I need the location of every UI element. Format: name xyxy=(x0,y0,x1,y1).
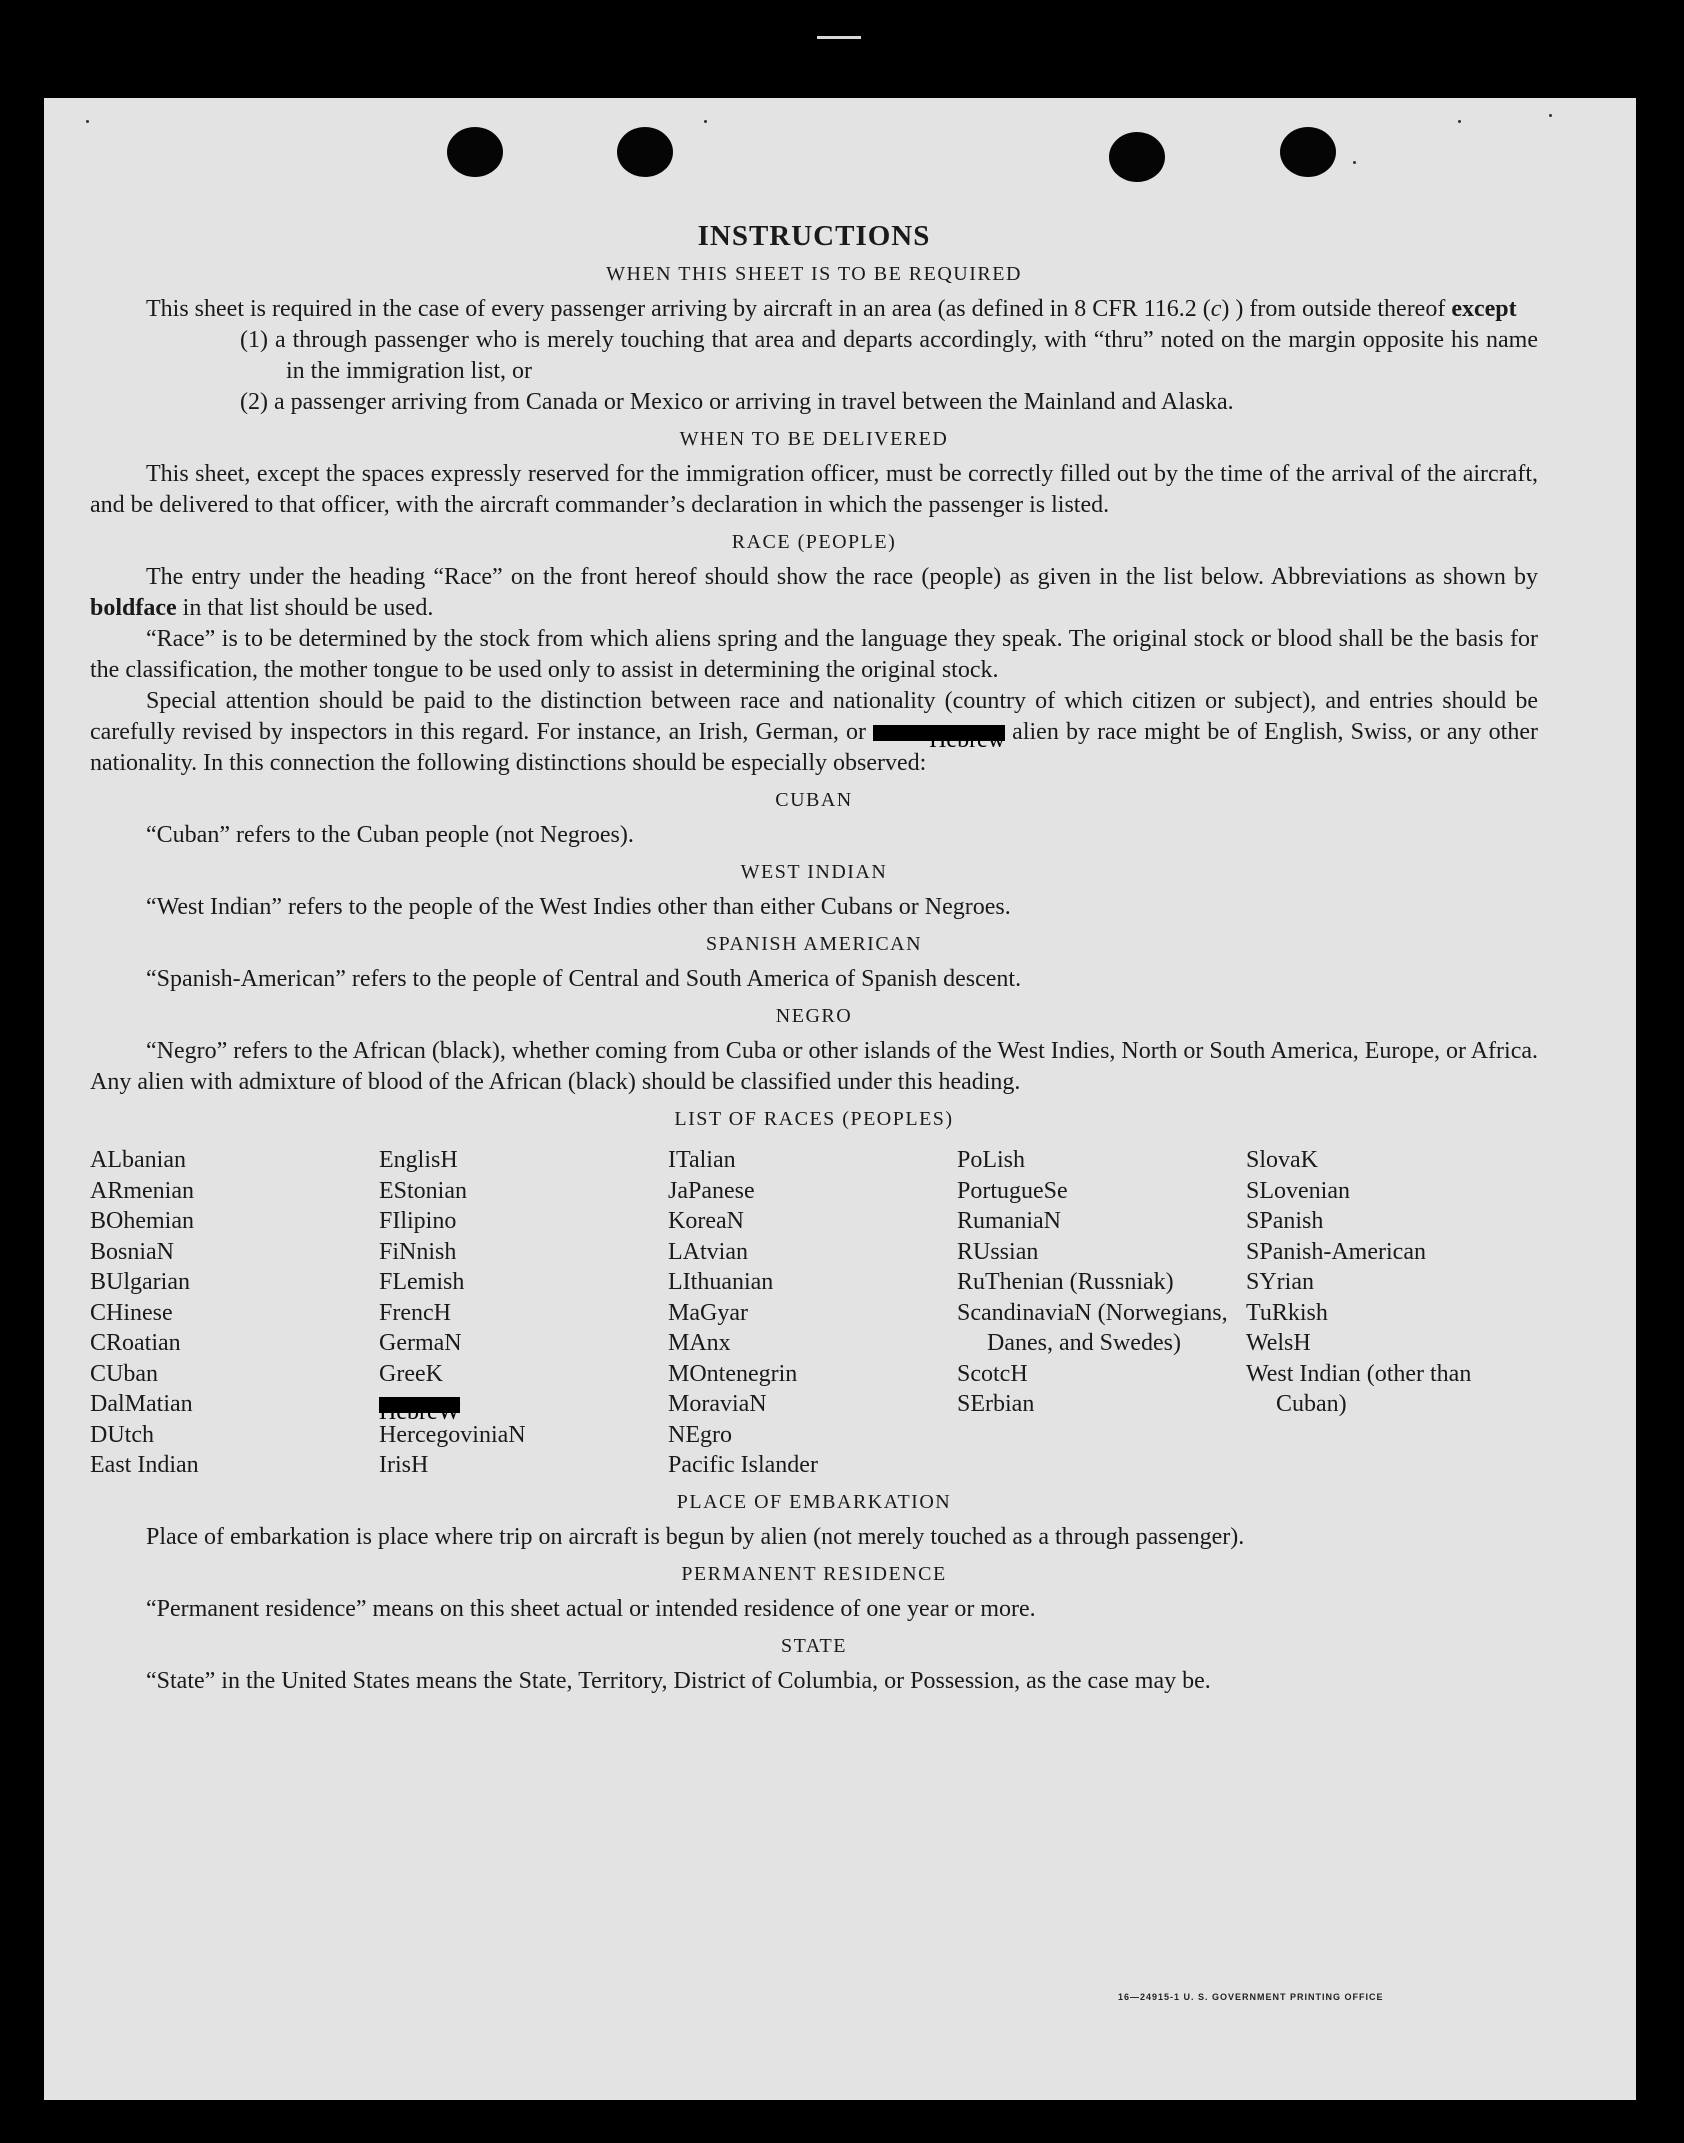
race-entry: SLovenian xyxy=(1246,1177,1350,1204)
race-entry xyxy=(379,1389,668,1426)
race-entry: SPanish xyxy=(1246,1208,1324,1234)
text: c xyxy=(1210,296,1222,322)
struck-out-word: Hebrew xyxy=(873,725,1005,741)
exception-item-2: (2) a passenger arriving from Canada or Mexico or arriving in travel between the Mainland and Alaska. xyxy=(240,389,1234,415)
section-heading-delivered: WHEN TO BE DELIVERED xyxy=(679,428,949,450)
race-entry: KoreaN xyxy=(668,1208,744,1234)
race-entry: ARmenian xyxy=(90,1177,194,1204)
race-entry: MAnx xyxy=(668,1330,731,1356)
race-entry: Pacific Islander xyxy=(668,1452,818,1478)
section-heading-spanish-american: SPANISH AMERICAN xyxy=(705,933,923,955)
races-column-1 xyxy=(90,1145,379,1481)
top-edge-mark xyxy=(817,36,861,39)
race-entry: GreeK xyxy=(379,1360,443,1387)
race-entry: IrisH xyxy=(379,1452,429,1478)
races-list xyxy=(90,1145,1538,1481)
race-entry: MOntenegrin xyxy=(668,1360,798,1387)
race-entry: PoLish xyxy=(957,1147,1026,1173)
race-entry: BUlgarian xyxy=(90,1269,190,1295)
race-entry: NEgro xyxy=(668,1421,732,1448)
race-entry: RuThenian (Russniak) xyxy=(957,1269,1174,1295)
race-entry: East Indian xyxy=(90,1452,199,1478)
struck-out-race: HebreW xyxy=(379,1399,461,1426)
section-heading-required: WHEN THIS SHEET IS TO BE REQUIRED xyxy=(606,263,1022,285)
section-heading-race: RACE (PEOPLE) xyxy=(731,531,897,553)
section-heading-residence: PERMANENT RESIDENCE xyxy=(681,1562,947,1585)
bold-text: boldface xyxy=(90,595,177,621)
race-entry: DUtch xyxy=(90,1421,154,1448)
speck xyxy=(1353,161,1356,164)
race-entry: MoraviaN xyxy=(668,1391,767,1417)
race-entry: FLemish xyxy=(379,1269,465,1295)
race-entry: ITalian xyxy=(668,1147,736,1173)
race-entry: DalMatian xyxy=(90,1391,193,1417)
punch-hole-2 xyxy=(617,127,673,177)
section-heading-west-indian: WEST INDIAN xyxy=(740,861,888,883)
punch-hole-4 xyxy=(1280,127,1336,177)
race-entry: HercegoviniaN xyxy=(379,1421,526,1448)
race-entry: WelsH xyxy=(1246,1330,1311,1356)
instructions-content xyxy=(90,220,1538,1697)
paragraph-delivered: This sheet, except the spaces expressly reserved for the immigration officer, must be correctly filled out by the time of the arrival of the aircraft, and be delivered to that officer, with the aircraft commander’s declaration in which the passenger is listed. xyxy=(90,461,1538,518)
race-entry: FrencH xyxy=(379,1299,451,1326)
paragraph-west-indian: “West Indian” refers to the people of the West Indies other than either Cubans or Negroes. xyxy=(146,894,1011,920)
paragraph-cuban: “Cuban” refers to the Cuban people (not Negroes). xyxy=(146,822,634,848)
race-entry: ALbanian xyxy=(90,1147,186,1173)
race-entry: JaPanese xyxy=(668,1177,755,1204)
text: in that list should be used. xyxy=(176,595,434,621)
race-entry: MaGyar xyxy=(668,1299,748,1326)
race-entry: EStonian xyxy=(379,1177,467,1204)
race-entry: CHinese xyxy=(90,1299,173,1326)
bold-text: except xyxy=(1451,296,1517,322)
race-entry: FIlipino xyxy=(379,1208,457,1234)
section-heading-negro: NEGRO xyxy=(775,1005,853,1027)
race-entry: LIthuanian xyxy=(668,1269,774,1295)
section-heading-embarkation: PLACE OF EMBARKATION xyxy=(676,1490,952,1513)
paragraph-required xyxy=(90,294,1538,325)
race-entry: SlovaK xyxy=(1246,1147,1318,1173)
races-column-4 xyxy=(957,1145,1246,1481)
race-entry: West Indian (other than Cuban) xyxy=(1246,1360,1472,1417)
race-entry: RumaniaN xyxy=(957,1208,1061,1234)
speck xyxy=(1458,120,1461,123)
text: The entry under the heading “Race” on the front hereof should show the race (people) as given in the list below. Abbreviations as shown by xyxy=(146,564,1538,590)
speck xyxy=(1549,114,1552,117)
exception-item-1: (1) a through passenger who is merely touching that area and departs accordingly, with “thru” noted on the margin opposite his name in the immigration list, or xyxy=(240,327,1538,384)
race-entry: CUban xyxy=(90,1360,158,1387)
speck xyxy=(86,120,89,123)
race-entry: SPanish-American xyxy=(1246,1238,1426,1265)
paragraph-embarkation: Place of embarkation is place where trip on aircraft is begun by alien (not merely touched as a through passenger). xyxy=(146,1523,1245,1550)
paragraph-negro: “Negro” refers to the African (black), whether coming from Cuba or other islands of the West Indies, North or South America, Europe, or Africa. Any alien with admixture of blood of the African (black) should be classified under this heading. xyxy=(90,1038,1538,1095)
race-entry: ScotcH xyxy=(957,1360,1028,1387)
text: ) ) from outside thereof xyxy=(1221,296,1452,322)
punch-hole-1 xyxy=(447,127,503,177)
race-entry: EnglisH xyxy=(379,1147,458,1173)
paragraph-race-3 xyxy=(90,686,1538,779)
paragraph-race-2: “Race” is to be determined by the stock from which aliens spring and the language they speak. The original stock or blood shall be the basis for the classification, the mother tongue to be used only to assist in determining the original stock. xyxy=(90,626,1538,683)
speck xyxy=(704,120,707,123)
race-entry: PortugueSe xyxy=(957,1177,1068,1204)
race-entry: ScandinaviaN (Norwegians, Danes, and Swedes) xyxy=(957,1299,1228,1356)
text: Special attention should be paid to the distinction between race and nationality (country of which citizen or subject), and entries should be carefully revised by inspectors in this regard. For instance, an Irish, German, or xyxy=(90,688,1538,745)
race-entry: SYrian xyxy=(1246,1269,1314,1295)
race-entry: BosniaN xyxy=(90,1238,174,1265)
punch-hole-3 xyxy=(1109,132,1165,182)
race-entry: SErbian xyxy=(957,1391,1035,1417)
race-entry: FiNnish xyxy=(379,1238,457,1265)
document-sheet xyxy=(44,98,1636,2100)
paragraph-residence: “Permanent residence” means on this sheet actual or intended residence of one year or more. xyxy=(146,1595,1036,1622)
printing-office-code: 16—24915-1 U. S. GOVERNMENT PRINTING OFFICE xyxy=(1118,1992,1384,2002)
race-entry: BOhemian xyxy=(90,1208,194,1234)
section-heading-state: STATE xyxy=(781,1634,847,1657)
race-entry: TuRkish xyxy=(1246,1299,1328,1326)
text: alien by race might be of English, Swiss, or any other nationality. In this connection the following distinctions should be especially observed: xyxy=(90,719,1538,776)
race-entry: RUssian xyxy=(957,1238,1039,1265)
page-title: INSTRUCTIONS xyxy=(697,220,931,252)
text: This sheet is required in the case of every passenger arriving by aircraft in an area (as defined in 8 CFR 116.2 ( xyxy=(146,296,1211,322)
races-column-3 xyxy=(668,1145,957,1481)
paragraph-state: “State” in the United States means the State, Territory, District of Columbia, or Possession, as the case may be. xyxy=(146,1667,1211,1694)
section-heading-list-of-races: LIST OF RACES (PEOPLES) xyxy=(674,1108,954,1130)
race-entry: CRoatian xyxy=(90,1330,181,1356)
race-entry: LAtvian xyxy=(668,1238,748,1265)
races-column-5 xyxy=(1246,1145,1535,1481)
paragraph-race-1 xyxy=(90,562,1538,624)
paragraph-spanish-american: “Spanish-American” refers to the people of Central and South America of Spanish descent. xyxy=(146,966,1022,992)
section-heading-cuban: CUBAN xyxy=(775,789,853,811)
races-column-2 xyxy=(379,1145,668,1481)
race-entry: GermaN xyxy=(379,1330,462,1356)
